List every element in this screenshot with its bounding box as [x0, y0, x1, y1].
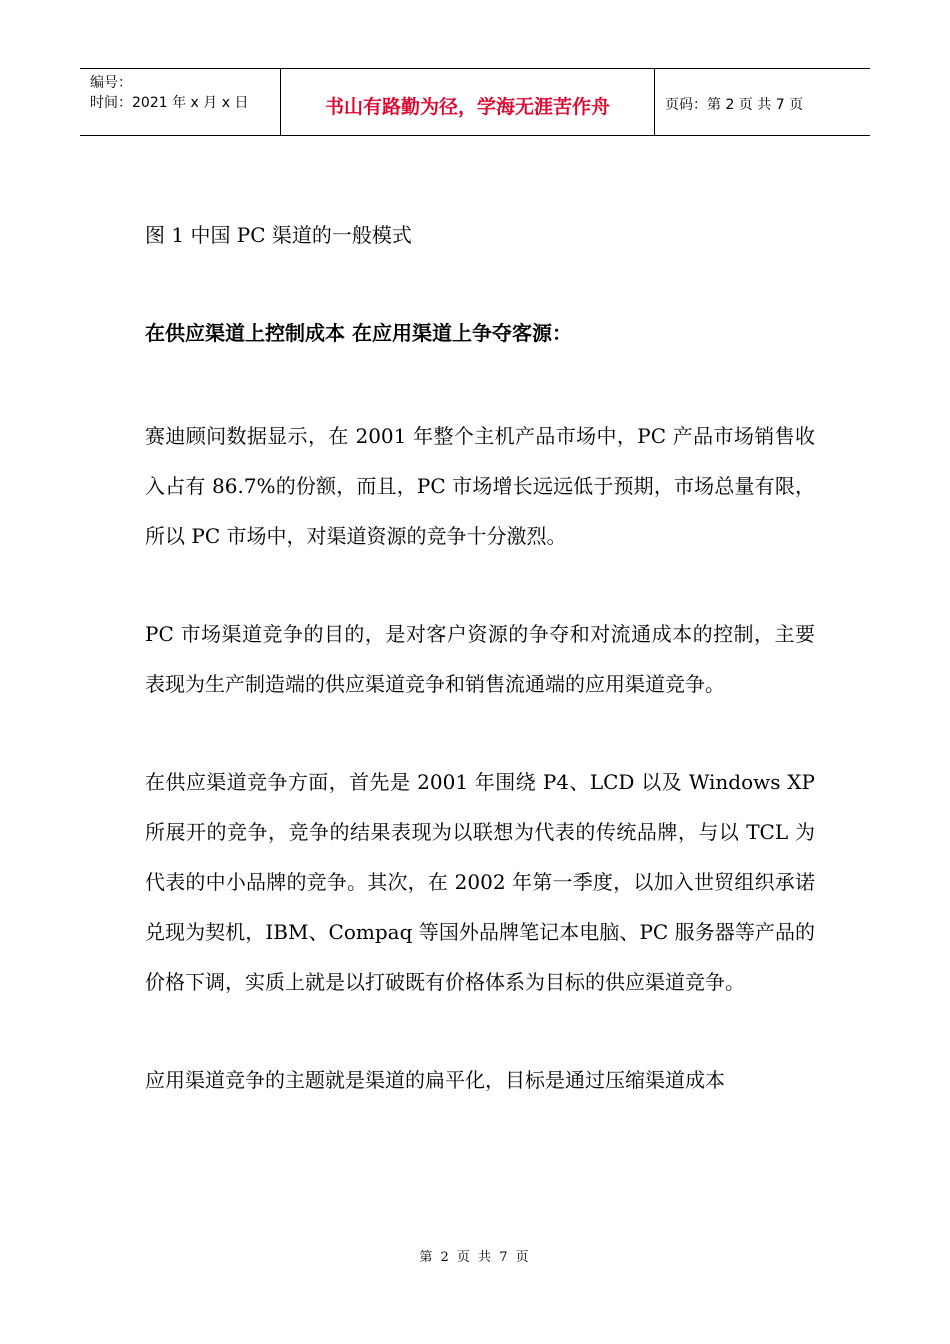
header-meta-cell — [80, 69, 281, 135]
paragraph: PC 市场渠道竞争的目的，是对客户资源的争夺和对流通成本的控制，主要表现为生产制造端的供应渠道竞争和销售流通端的应用渠道竞争。 — [145, 622, 815, 696]
document-date-label: 时间：2021 年 x 月 x 日 — [90, 95, 249, 111]
document-body — [145, 215, 815, 1153]
header-motto: 书山有路勤为径，学海无涯苦作舟 — [281, 69, 655, 135]
page-footer: 第 2 页 共 7 页 — [419, 1250, 531, 1265]
header-table — [80, 68, 870, 136]
section-heading: 在供应渠道上控制成本 在应用渠道上争夺客源： — [145, 321, 572, 345]
header-page-info: 页码：第 2 页 共 7 页 — [665, 97, 804, 113]
document-number-label: 编号： — [90, 75, 132, 91]
figure-caption: 图 1 中国 PC 渠道的一般模式 — [145, 223, 412, 247]
paragraph: 应用渠道竞争的主题就是渠道的扁平化，目标是通过压缩渠道成本 — [145, 1068, 725, 1092]
paragraph: 在供应渠道竞争方面，首先是 2001 年围绕 P4、LCD 以及 Windows XP 所展开的竞争，竞争的结果表现为以联想为代表的传统品牌，与以 TCL 为代表的中小品牌的竞争。其次，在 2002 年第一季度，以加入世贸组织承诺兑现为契机，IBM、Compaq 等国外品牌笔记本电脑、PC 服务器等产品的价格下调，实质上就是以打破既有价格体系为目标的供应渠道竞争。 — [145, 770, 815, 994]
paragraph: 赛迪顾问数据显示，在 2001 年整个主机产品市场中，PC 产品市场销售收入占有 86.7%的份额，而且，PC 市场增长远远低于预期，市场总量有限，所以 PC 市场中，对渠道资源的竞争十分激烈。 — [145, 424, 815, 548]
